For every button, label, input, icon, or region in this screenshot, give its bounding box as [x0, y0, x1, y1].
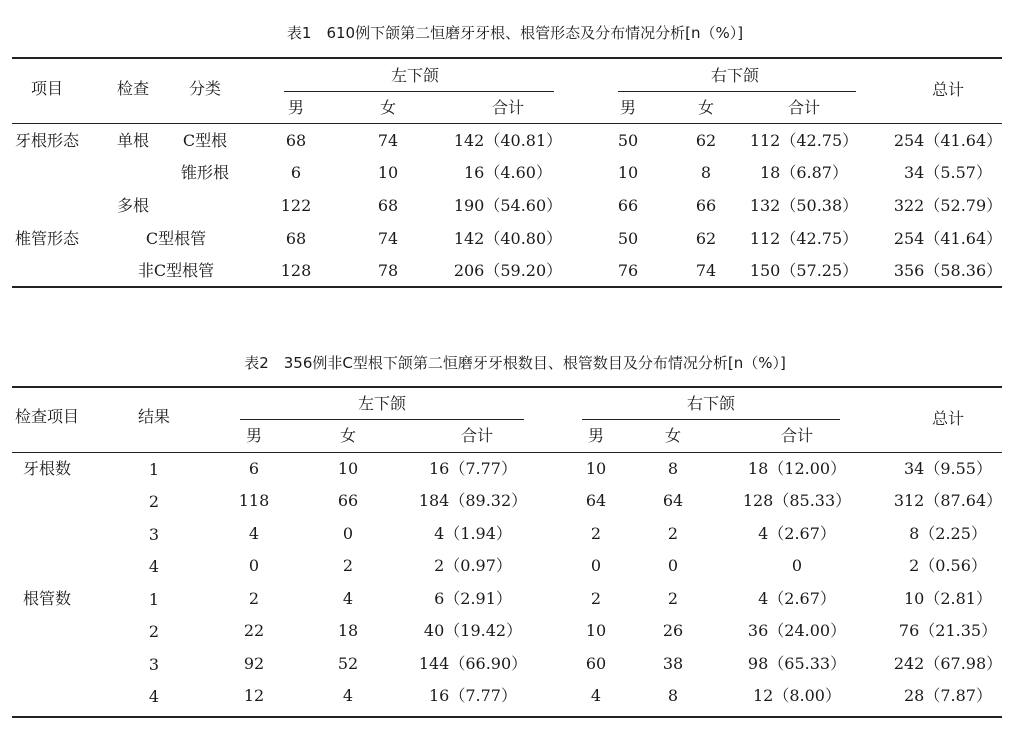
table2-cell-result: 2 [148, 492, 160, 511]
table2-cell: 64 [662, 491, 684, 510]
table2-cell: 8（2.25） [909, 524, 987, 543]
table1-cell-category: 锥形根 [180, 163, 230, 182]
table2-cell: 4 [590, 686, 602, 705]
table2-cell: 10 [585, 621, 607, 640]
table1-cell: 50 [617, 229, 639, 248]
table1-cell-category: C型根 [182, 131, 228, 150]
table2-cell: 40（19.42） [423, 621, 523, 640]
table1-cell-check: 单根 [116, 131, 150, 150]
table1-cell: 62 [695, 229, 717, 248]
table1-cell: 10 [617, 163, 639, 182]
table2-cell: 242（67.98） [893, 654, 1003, 673]
table2-header-left-jaw: 左下颌 [357, 394, 407, 413]
table2-cell: 6（2.91） [434, 589, 512, 608]
table2-cell: 12（8.00） [753, 686, 841, 705]
table2-cell: 144（66.90） [418, 654, 528, 673]
table1-cell: 34（5.57） [904, 163, 992, 182]
table2-header-subtotal-right: 合计 [780, 426, 814, 445]
table2-cell: 28（7.87） [904, 686, 992, 705]
table2-cell: 18（12.00） [747, 459, 847, 478]
table2-cell: 312（87.64） [893, 491, 1003, 510]
table1-cell: 68 [285, 131, 307, 150]
table2-cell: 0 [791, 556, 803, 575]
table1-header-male-right: 男 [619, 98, 637, 117]
table2-cell: 128（85.33） [742, 491, 852, 510]
table1-cell: 122 [280, 196, 312, 215]
table2-cell-result: 3 [148, 655, 160, 674]
table2-cell: 36（24.00） [747, 621, 847, 640]
table1-cell: 132（50.38） [749, 196, 859, 215]
table2-group-label: 根管数 [22, 589, 72, 608]
table2-cell-result: 3 [148, 525, 160, 544]
table2-cell: 2（0.97） [434, 556, 512, 575]
table2-cell: 10 [337, 459, 359, 478]
table1-cell: 6 [290, 163, 302, 182]
table2-cell: 0 [248, 556, 260, 575]
table2-cell: 76（21.35） [898, 621, 998, 640]
table2-cell: 98（65.33） [747, 654, 847, 673]
table2-cell: 34（9.55） [904, 459, 992, 478]
table2-header-result: 结果 [137, 407, 171, 426]
table1-header-subtotal-left: 合计 [491, 98, 525, 117]
table1-top-rule [12, 57, 1002, 59]
table1-cell: 10 [377, 163, 399, 182]
table1-cell: 142（40.81） [453, 131, 563, 150]
table2-cell: 184（89.32） [418, 491, 528, 510]
table2-cell-result: 4 [148, 687, 160, 706]
table1-cell: 322（52.79） [893, 196, 1003, 215]
table2-cell: 4（1.94） [434, 524, 512, 543]
table1-cell: 68 [285, 229, 307, 248]
table2-cell: 2 [590, 524, 602, 543]
table1-header-item: 项目 [30, 79, 64, 98]
table1-cell: 62 [695, 131, 717, 150]
table2-cell: 118 [238, 491, 270, 510]
table2-header-rule [12, 452, 1002, 453]
table2-cell: 4 [342, 589, 354, 608]
table2-cell: 64 [585, 491, 607, 510]
table1-cell-category: 非C型根管 [137, 261, 215, 280]
table1-cell: 18（6.87） [760, 163, 848, 182]
table2-cell: 52 [337, 654, 359, 673]
table1-header-male-left: 男 [287, 98, 305, 117]
table2-cell: 2（0.56） [909, 556, 987, 575]
table1-cell: 16（4.60） [464, 163, 552, 182]
table2-header-female-left: 女 [339, 426, 357, 445]
table1-right-jaw-rule [618, 91, 856, 92]
table2-header-total: 总计 [931, 409, 965, 428]
table1-cell: 128 [280, 261, 312, 280]
table2-cell: 16（7.77） [429, 686, 517, 705]
table1-header-left-jaw: 左下颌 [390, 66, 440, 85]
table1-cell: 68 [377, 196, 399, 215]
table1-cell: 356（58.36） [893, 261, 1003, 280]
table1-cell-category: C型根管 [145, 229, 207, 248]
table1-cell: 150（57.25） [749, 261, 859, 280]
table1-cell: 66 [695, 196, 717, 215]
table1-cell: 142（40.80） [453, 229, 563, 248]
table2-cell: 0 [667, 556, 679, 575]
table2-cell: 10 [585, 459, 607, 478]
table2-cell: 10（2.81） [904, 589, 992, 608]
table2-cell: 4 [342, 686, 354, 705]
table2-left-jaw-rule [240, 419, 524, 420]
table2-header-female-right: 女 [664, 426, 682, 445]
table1-cell: 74 [377, 229, 399, 248]
table2-top-rule [12, 386, 1002, 388]
table1-header-rule [12, 123, 1002, 124]
table1-cell: 66 [617, 196, 639, 215]
table2-bottom-rule [12, 716, 1002, 718]
table1-cell: 112（42.75） [749, 229, 859, 248]
table2-cell: 4（2.67） [758, 524, 836, 543]
table2-cell-result: 1 [148, 590, 160, 609]
table2-cell: 22 [243, 621, 265, 640]
table1-header-female-right: 女 [697, 98, 715, 117]
table1-header-subtotal-right: 合计 [787, 98, 821, 117]
table2-cell: 0 [342, 524, 354, 543]
table2-group-label: 牙根数 [22, 459, 72, 478]
table2-cell: 60 [585, 654, 607, 673]
table1-caption: 表1 610例下颌第二恒磨牙牙根、根管形态及分布情况分析[n（%）] [286, 24, 744, 42]
table1-header-total: 总计 [931, 80, 965, 99]
table2-cell: 16（7.77） [429, 459, 517, 478]
table1-left-jaw-rule [284, 91, 554, 92]
table2-cell: 26 [662, 621, 684, 640]
table1-header-female-left: 女 [379, 98, 397, 117]
table1-cell: 206（59.20） [453, 261, 563, 280]
table2-cell: 4 [248, 524, 260, 543]
table2-cell: 2 [590, 589, 602, 608]
table1-cell: 254（41.64） [893, 131, 1003, 150]
table1-group-label: 牙根形态 [14, 131, 80, 150]
table1-cell: 74 [695, 261, 717, 280]
table2-header-subtotal-left: 合计 [460, 426, 494, 445]
table1-cell: 50 [617, 131, 639, 150]
table2-cell: 8 [667, 686, 679, 705]
table1-cell: 190（54.60） [453, 196, 563, 215]
table2-cell: 0 [590, 556, 602, 575]
table2-cell: 8 [667, 459, 679, 478]
table2-cell: 92 [243, 654, 265, 673]
table2-header-right-jaw: 右下颌 [686, 394, 736, 413]
table2-cell: 2 [667, 589, 679, 608]
table1-cell: 112（42.75） [749, 131, 859, 150]
table1-bottom-rule [12, 286, 1002, 288]
table2-header-male-right: 男 [587, 426, 605, 445]
table2-cell: 18 [337, 621, 359, 640]
table2-cell-result: 1 [148, 460, 160, 479]
table1-header-right-jaw: 右下颌 [710, 66, 760, 85]
table1-cell: 76 [617, 261, 639, 280]
table2-cell: 2 [342, 556, 354, 575]
table2-cell: 2 [667, 524, 679, 543]
table2-header-male-left: 男 [245, 426, 263, 445]
table2-cell: 66 [337, 491, 359, 510]
table1-group-label: 椎管形态 [14, 229, 80, 248]
table1-header-category: 分类 [188, 79, 222, 98]
table2-caption: 表2 356例非C型根下颌第二恒磨牙牙根数目、根管数目及分布情况分析[n（%）] [244, 354, 786, 372]
table1-header-check: 检查 [116, 79, 150, 98]
table2-right-jaw-rule [582, 419, 840, 420]
table1-cell: 74 [377, 131, 399, 150]
table2-cell-result: 2 [148, 622, 160, 641]
table2-cell: 6 [248, 459, 260, 478]
table2-cell-result: 4 [148, 557, 160, 576]
table2-cell: 2 [248, 589, 260, 608]
table2-cell: 4（2.67） [758, 589, 836, 608]
table1-cell: 254（41.64） [893, 229, 1003, 248]
table1-cell: 8 [700, 163, 712, 182]
table2-header-item: 检查项目 [14, 407, 80, 426]
table2-cell: 12 [243, 686, 265, 705]
table2-cell: 38 [662, 654, 684, 673]
table1-cell: 78 [377, 261, 399, 280]
table1-cell-check: 多根 [116, 196, 150, 215]
